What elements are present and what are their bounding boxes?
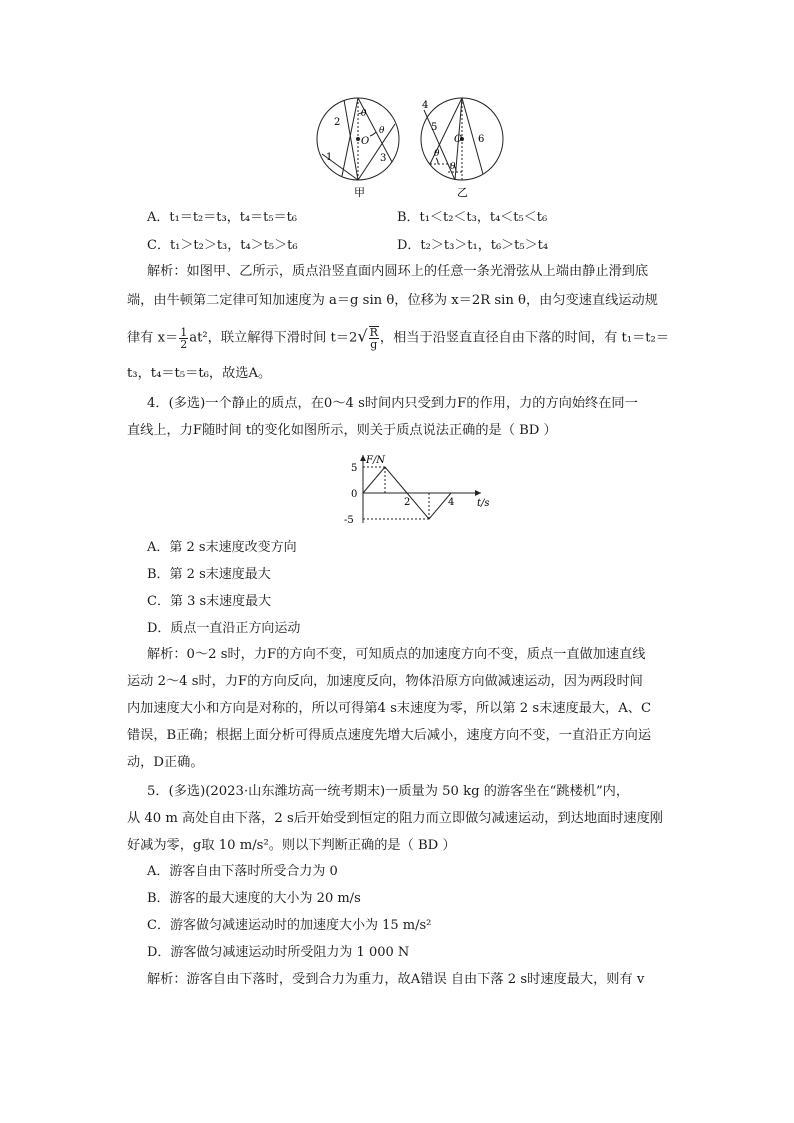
caption-yi: 乙: [457, 186, 468, 199]
label-theta-right-2: θ: [450, 162, 456, 172]
caption-jia: 甲: [354, 186, 365, 199]
y-tick-5: 5: [351, 463, 358, 474]
sqrt-r-over-g: √ $\frac{R}{g}$: [357, 326, 378, 351]
q4-stem-line-2: 直线上，力F随时间 t的变化如图所示，则关于质点说法正确的是（ BD ）: [127, 423, 557, 438]
q5-option-b: B．游客的最大速度的大小为 20 m/s: [147, 891, 361, 906]
q3-option-a: A．t₁＝t₂＝t₃，t₄＝t₅＝t₆: [147, 210, 298, 225]
label-theta-right-1: θ: [434, 149, 440, 159]
y-tick-neg5: -5: [344, 515, 354, 526]
x-axis-arrow: [475, 490, 481, 496]
q4-option-a: A．第 2 s末速度改变方向: [147, 540, 297, 555]
q3-option-b: B．t₁＜t₂＜t₃，t₄＜t₅＜t₆: [397, 210, 548, 225]
q3-l3-part-c: ，相当于沿竖直直径自由下落的时间，有 t₁＝t₂＝: [379, 330, 670, 346]
q4-analysis-line-1: 解析：0～2 s时，力F的方向不变，可知质点的加速度方向不变，质点一直做加速直线: [147, 647, 646, 662]
q3-analysis-line-1: 解析：如图甲、乙所示，质点沿竖直面内圆环上的任意一条光滑弦从上端由静止滑到底: [147, 264, 649, 279]
q4-stem-line-1: 4．(多选)一个静止的质点，在0～4 s时间内只受到力F的作用，力的方向始终在同一: [147, 396, 638, 411]
q3-analysis-line-3: [127, 326, 669, 350]
q5-analysis-line-1: 解析：游客自由下落时，受到合力为重力，故A错误 自由下落 2 s时速度最大，则有 v: [147, 972, 645, 987]
q4-analysis-line-2: 运动 2～4 s时，力F的方向反向，加速度反向，物体沿原方向做减速运动，因为两段时间: [127, 674, 643, 689]
q4-analysis-line-3: 内加速度大小和方向是对称的，所以可得第4 s末速度为零，所以第 2 s末速度最大，A、C: [127, 701, 652, 716]
label-5: 5: [431, 122, 438, 133]
q4-analysis-line-5: 动，D正确。: [127, 755, 204, 770]
q4-analysis-line-4: 错误，B正确；根据上面分析可得质点速度先增大后减小，速度方向不变，一直沿正方向运: [127, 728, 651, 743]
y-tick-0: 0: [351, 489, 358, 500]
q3-analysis-line-2: 端，由牛顿第二定律可知加速度为 a＝g sin θ，位移为 x＝2R sin θ，由匀变速直线运动规: [127, 293, 658, 308]
x-axis-label: t/s: [477, 498, 490, 509]
label-1: 1: [326, 152, 333, 163]
x-tick-2: 2: [404, 497, 411, 508]
q5-stem-line-2: 从 40 m 高处自由下落，2 s后开始受到恒定的阻力而立即做匀减速运动，到达地面时速度刚: [127, 811, 663, 826]
q5-stem-line-1: 5．(多选)(2023·山东潍坊高一统考期末)一质量为 50 kg 的游客坐在“跳楼机”内，: [147, 784, 630, 799]
q4-option-b: B．第 2 s末速度最大: [147, 567, 271, 582]
label-2: 2: [334, 117, 341, 128]
q3-l3-part-a: 律有 x＝: [127, 330, 179, 346]
q5-option-d: D．游客做匀减速运动时所受阻力为 1 000 N: [147, 945, 410, 960]
force-time-chart: [336, 444, 490, 534]
label-o-left: O: [361, 136, 370, 147]
q3-l3-part-b: at²，联立解得下滑时间 t＝2: [189, 330, 358, 346]
q3-option-d: D．t₂＞t₃＞t₁，t₆＞t₅＞t₄: [397, 238, 549, 253]
label-theta-left-2: θ: [379, 126, 385, 136]
fraction-half: $\frac{1}{2}$: [180, 325, 188, 351]
q5-option-c: C．游客做匀减速运动时的加速度大小为 15 m/s²: [147, 918, 432, 933]
q5-option-a: A．游客自由下落时所受合力为 0: [147, 864, 338, 879]
q4-option-c: C．第 3 s末速度最大: [147, 594, 272, 609]
y-axis-label: F/N: [366, 455, 386, 466]
label-3: 3: [380, 153, 387, 164]
q3-analysis-line-4: t₃，t₄＝t₅＝t₆，故选A。: [127, 366, 272, 381]
x-tick-4: 4: [448, 497, 455, 508]
label-4: 4: [422, 100, 429, 111]
circle-jia: [317, 98, 399, 180]
q5-stem-line-3: 好减为零，g取 10 m/s²。则以下判断正确的是（ BD ）: [127, 838, 456, 853]
label-o-right: O: [454, 134, 463, 145]
q3-option-c: C．t₁＞t₂＞t₃，t₄＞t₅＞t₆: [147, 238, 298, 253]
q4-option-d: D．质点一直沿正方向运动: [147, 621, 301, 636]
circle-figures: [300, 92, 530, 202]
label-6: 6: [478, 134, 485, 145]
label-theta-left-1: θ: [361, 109, 367, 119]
